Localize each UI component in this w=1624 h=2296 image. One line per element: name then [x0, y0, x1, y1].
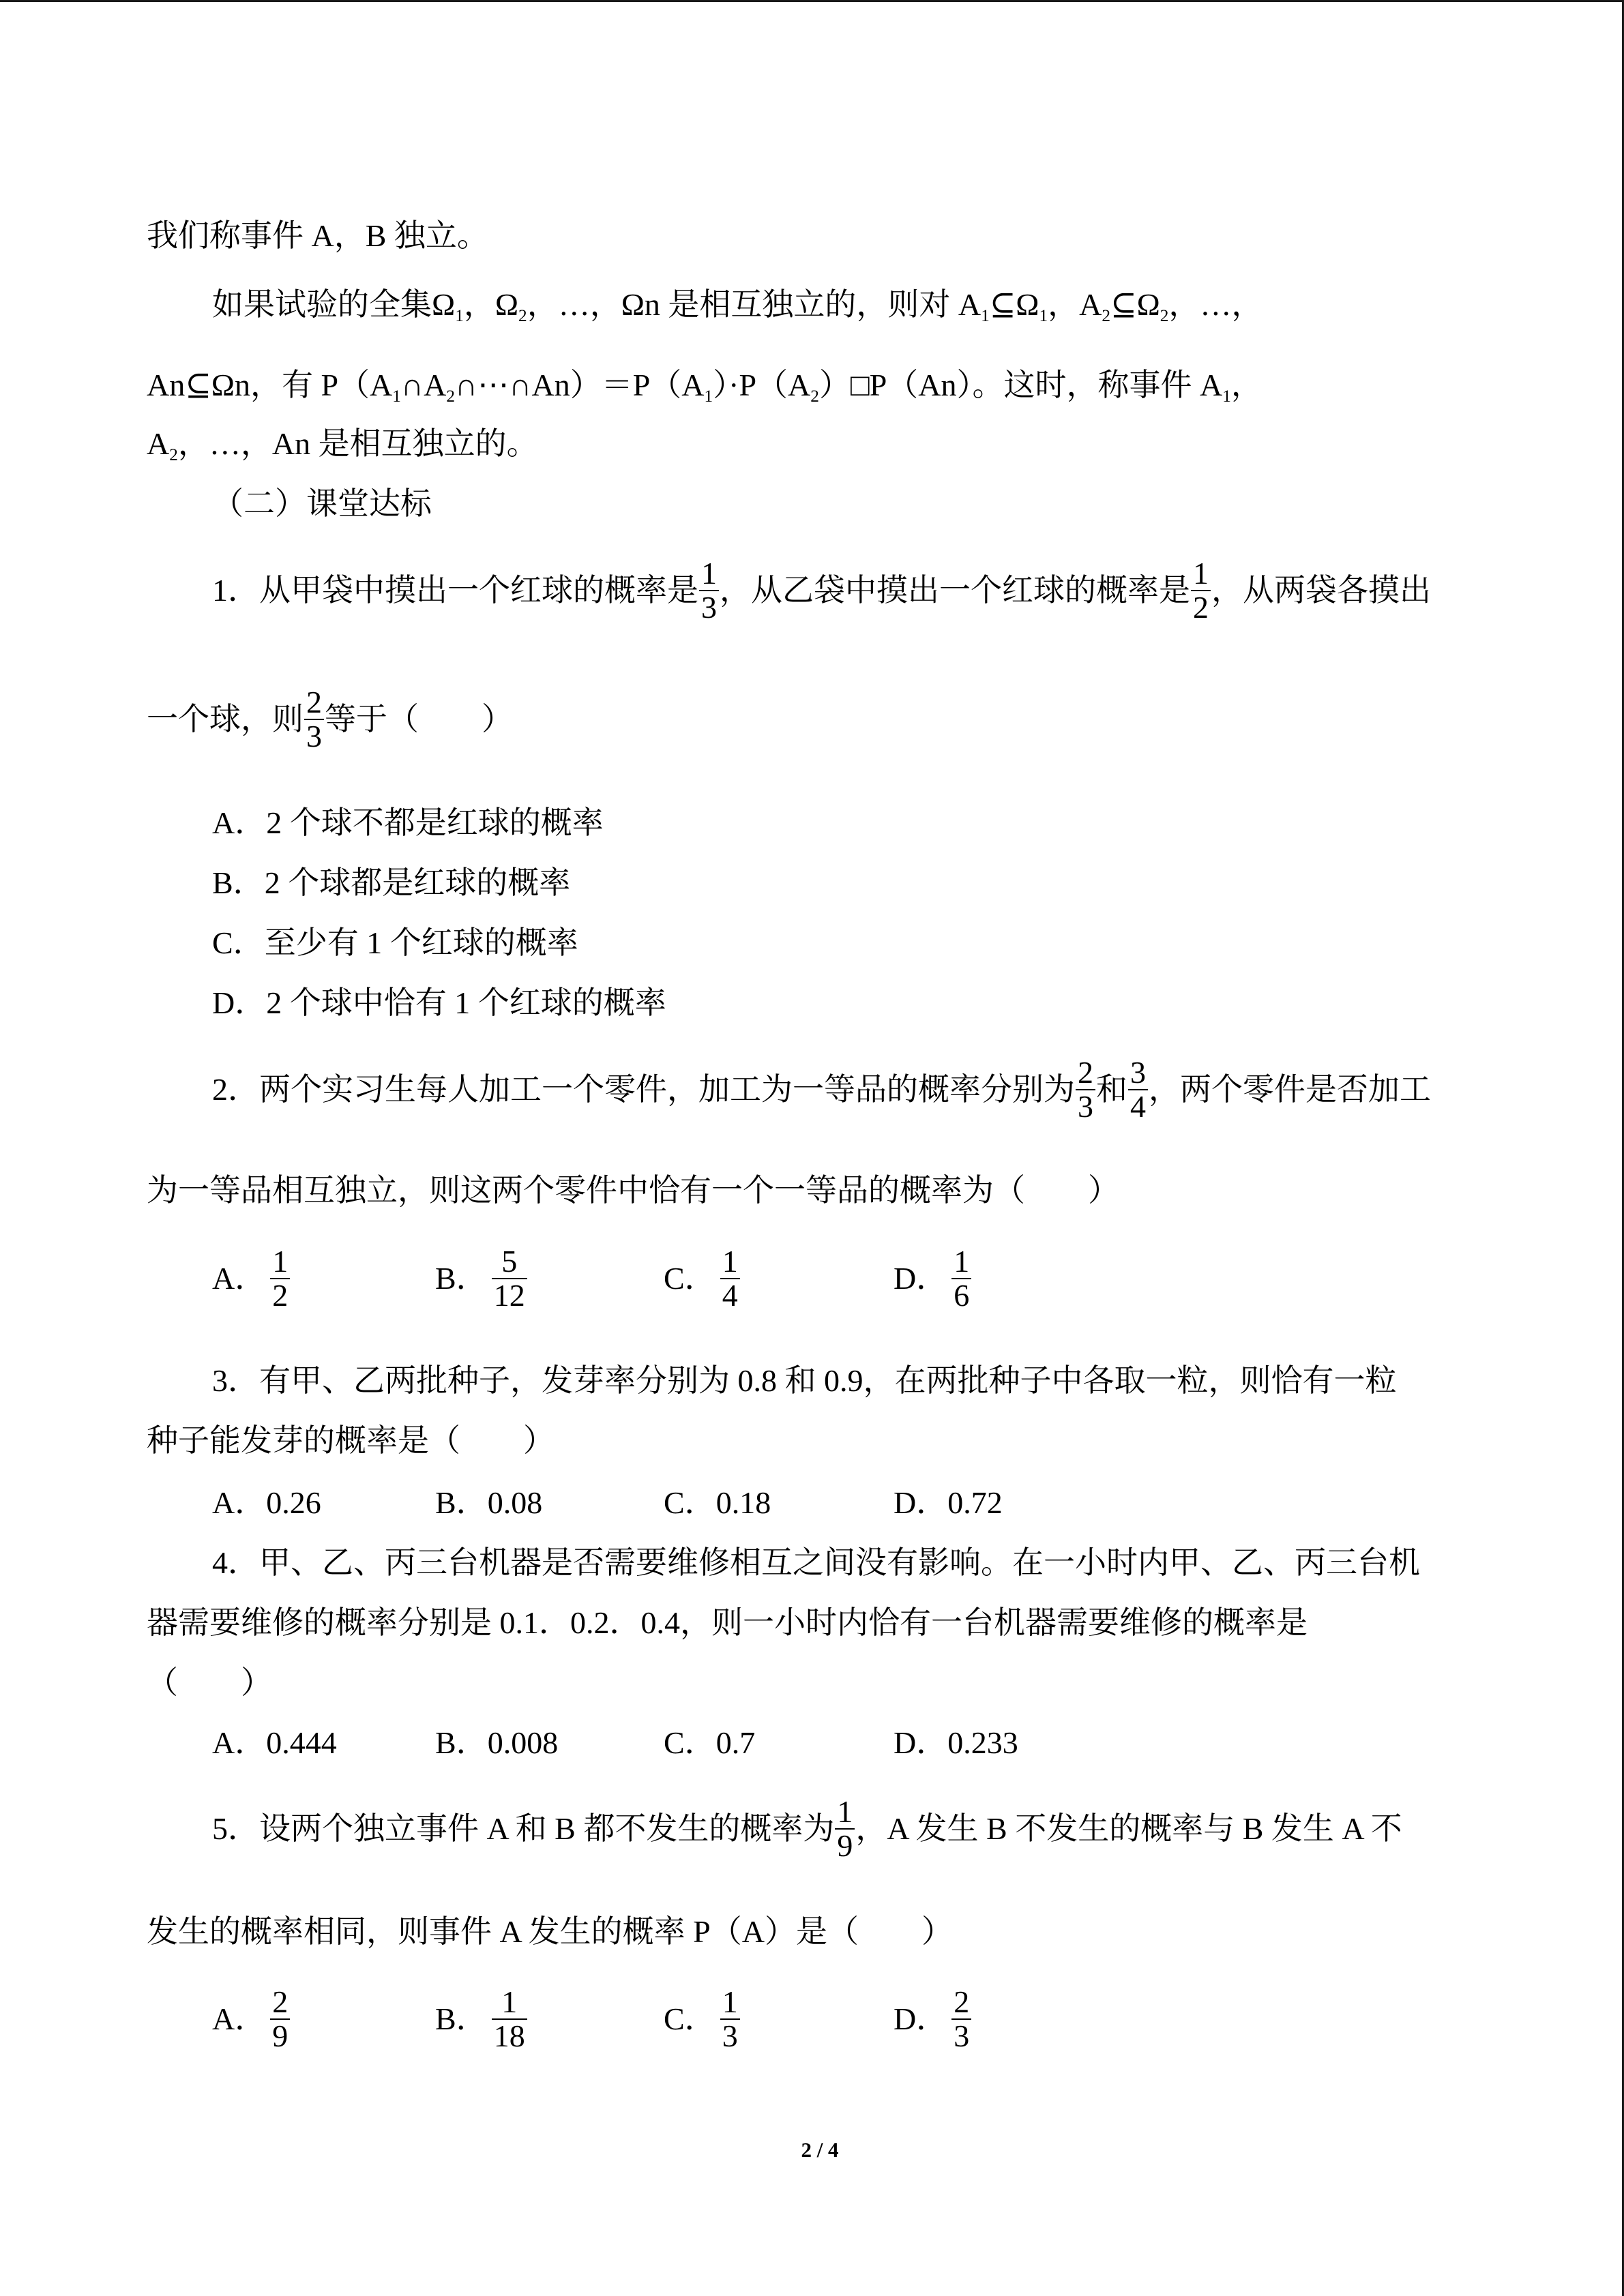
question-number: 4．	[212, 1545, 259, 1580]
question-2-option-c	[664, 1241, 741, 1316]
option-text: 2 个球都是红球的概率	[264, 865, 571, 900]
question-stem-text: 甲、乙、丙三台机器是否需要维修相互之间没有影响。在一小时内甲、乙、丙三台机	[259, 1545, 1420, 1580]
option-value: 0.444	[266, 1725, 337, 1760]
subscript: 2	[1102, 305, 1111, 325]
subscript: 1	[981, 305, 990, 325]
text-run: ，…，An 是相互独立的。	[177, 426, 538, 461]
option-value: 0.008	[487, 1725, 559, 1760]
fraction-denominator: 12	[493, 1278, 525, 1313]
question-5-line-2	[147, 1894, 953, 1969]
question-stem-text: 设两个独立事件 A 和 B 都不发生的概率为	[259, 1811, 835, 1846]
fraction-numerator: 5	[492, 1245, 527, 1279]
fraction-denominator: 9	[272, 2018, 289, 2053]
option-label: D．	[894, 1261, 948, 1296]
question-stem-text: 为一等品相互独立，则这两个零件中恰有一个一等品的概率为（ ）	[147, 1173, 1119, 1208]
fraction-denominator: 2	[1193, 590, 1209, 625]
text-run: 如果试验的全集Ω	[212, 287, 456, 322]
text-run: ，	[1230, 368, 1263, 402]
question-stem-text: 两个实习生每人加工一个零件，加工为一等品的概率分别为	[259, 1072, 1075, 1107]
answer-blank: （ ）	[147, 1665, 272, 1700]
text-run: ）□P（An）。这时，称事件 A	[818, 368, 1223, 402]
fraction-denominator: 6	[954, 1278, 970, 1313]
question-stem-text: 器需要维修的概率分别是 0.1．0.2．0.4，则一小时内恰有一台机器需要维修的概率是	[147, 1605, 1308, 1640]
question-4-option-c	[664, 1705, 755, 1780]
fraction-numerator: 3	[1128, 1056, 1148, 1090]
fraction-denominator: 18	[493, 2018, 525, 2053]
fraction-numerator: 1	[699, 557, 719, 591]
question-number: 3．	[212, 1363, 259, 1398]
option-value: 0.26	[266, 1485, 321, 1520]
question-stem-text: 一个球，则	[147, 702, 304, 736]
fraction	[1076, 1056, 1095, 1123]
option-label: C．	[664, 1261, 716, 1296]
question-2-line-1	[212, 1052, 1431, 1127]
text-run: ）·P（A	[713, 368, 811, 402]
question-number: 1．	[212, 573, 259, 608]
option-label: C．	[664, 2001, 716, 2036]
text-run: ，…，	[1168, 287, 1263, 322]
question-stem-text: 发生的概率相同，则事件 A 发生的概率 P（A）是（ ）	[147, 1914, 953, 1949]
question-2-option-a	[212, 1241, 291, 1316]
fraction	[835, 1795, 855, 1862]
option-label: B．	[212, 865, 265, 900]
fraction-numerator: 2	[951, 1986, 971, 2020]
definition-text: 我们称事件 A，B 独立。	[147, 218, 488, 253]
question-2-option-b	[435, 1241, 528, 1316]
text-run: ∩A	[400, 368, 447, 402]
subscript: 1	[455, 305, 464, 325]
fraction-numerator: 1	[1191, 557, 1211, 591]
question-stem-text: 有甲、乙两批种子，发芽率分别为 0.8 和 0.9，在两批种子中各取一粒，则恰有一粒	[259, 1363, 1397, 1398]
question-1-option-d	[212, 966, 666, 1041]
option-label: D．	[894, 1725, 948, 1760]
question-4-option-d	[894, 1705, 1018, 1780]
option-label: B．	[435, 1485, 488, 1520]
fraction-numerator: 1	[720, 1986, 740, 2020]
question-stem-text: 从甲袋中摸出一个红球的概率是	[259, 573, 698, 608]
option-label: A．	[212, 1485, 267, 1520]
definition-text	[212, 284, 1263, 325]
option-label: A．	[212, 2001, 267, 2036]
option-label: B．	[435, 1725, 488, 1760]
text-run: ⊆Ω	[989, 287, 1039, 322]
question-stem-text: 和	[1096, 1072, 1127, 1107]
page-number: 2 / 4	[801, 2138, 839, 2162]
fraction-denominator: 3	[1078, 1089, 1093, 1124]
question-5-option-a	[212, 1982, 291, 2057]
text-run: ，…，Ωn 是相互独立的，则对 A	[527, 287, 981, 322]
question-number: 5．	[212, 1811, 259, 1846]
question-4-options	[0, 1705, 1624, 1780]
question-number: 2．	[212, 1072, 259, 1107]
option-value: 0.08	[487, 1485, 543, 1520]
question-4-line-2	[147, 1585, 1308, 1660]
fraction	[951, 1986, 971, 2053]
question-5-option-b	[435, 1982, 528, 2057]
question-5-option-d	[894, 1982, 972, 2057]
fraction	[1128, 1056, 1148, 1123]
fraction	[951, 1245, 971, 1312]
option-label: B．	[435, 2001, 488, 2036]
section-heading	[212, 466, 432, 541]
text-run: A	[147, 426, 170, 461]
option-label: C．	[664, 1485, 716, 1520]
question-2-option-d	[894, 1241, 972, 1316]
fraction-denominator: 4	[1130, 1089, 1146, 1124]
question-stem-text: ，两个零件是否加工	[1149, 1072, 1431, 1107]
subscript: 2	[518, 305, 527, 325]
option-label: A．	[212, 1725, 267, 1760]
subscript: 2	[1160, 305, 1169, 325]
option-text: 2 个球中恰有 1 个红球的概率	[266, 985, 666, 1020]
fraction-denominator: 3	[954, 2018, 970, 2053]
option-value: 0.233	[947, 1725, 1018, 1760]
option-label: C．	[664, 1725, 716, 1760]
fraction-numerator: 1	[492, 1986, 527, 2020]
subscript: 2	[169, 445, 178, 464]
question-stem-text: 等于（ ）	[325, 702, 513, 736]
fraction	[720, 1986, 740, 2053]
fraction-denominator: 9	[837, 1828, 853, 1863]
question-stem-text: 种子能发芽的概率是（ ）	[147, 1423, 555, 1458]
question-5-options	[0, 1982, 1624, 2057]
option-text: 2 个球不都是红球的概率	[266, 805, 604, 840]
definition-text	[147, 423, 538, 464]
question-4-option-b	[435, 1705, 558, 1780]
fraction-denominator: 4	[722, 1278, 738, 1313]
question-1-line-1	[212, 553, 1431, 628]
fraction-numerator: 1	[720, 1245, 740, 1279]
fraction	[270, 1245, 290, 1312]
question-4-option-a	[212, 1705, 337, 1780]
fraction-numerator: 2	[270, 1986, 290, 2020]
question-2-options	[0, 1241, 1624, 1316]
text-run: ⊆Ω	[1110, 287, 1160, 322]
fraction-denominator: 3	[701, 590, 717, 625]
option-label: B．	[435, 1261, 488, 1296]
option-value: 0.7	[715, 1725, 756, 1760]
option-label: D．	[212, 985, 267, 1020]
subscript: 1	[1039, 305, 1048, 325]
subscript: 2	[810, 386, 819, 406]
fraction-denominator: 3	[722, 2018, 738, 2053]
fraction	[270, 1986, 290, 2053]
fraction-numerator: 1	[951, 1245, 971, 1279]
question-stem-text: ，从两袋各摸出	[1211, 573, 1431, 608]
definition-line-1	[147, 198, 488, 273]
fraction-denominator: 3	[306, 719, 322, 754]
subscript: 1	[1222, 386, 1231, 406]
option-label: D．	[894, 2001, 948, 2036]
option-label: A．	[212, 1261, 267, 1296]
subscript: 1	[392, 386, 401, 406]
question-stem-text: ，从乙袋中摸出一个红球的概率是	[720, 573, 1190, 608]
fraction-numerator: 2	[304, 686, 324, 720]
fraction	[304, 686, 324, 753]
option-label: D．	[894, 1485, 948, 1520]
text-run: ，A	[1048, 287, 1102, 322]
fraction-denominator: 2	[272, 1278, 289, 1313]
section-heading-text: （二）课堂达标	[212, 486, 432, 521]
option-label: C．	[212, 925, 265, 960]
fraction	[720, 1245, 740, 1312]
fraction	[492, 1245, 527, 1312]
question-5-line-1	[212, 1791, 1402, 1866]
subscript: 2	[446, 386, 456, 406]
text-run: ∩⋯∩An）＝P（A	[455, 368, 705, 402]
fraction	[699, 557, 719, 624]
definition-line-2	[212, 267, 1263, 342]
fraction	[1191, 557, 1211, 624]
option-value: 0.18	[715, 1485, 771, 1520]
fraction-numerator: 1	[270, 1245, 290, 1279]
option-text: 至少有 1 个红球的概率	[264, 925, 578, 960]
text-run: An⊆Ωn，有 P（A	[147, 368, 393, 402]
definition-text	[147, 365, 1263, 406]
question-stem-text: ，A 发生 B 不发生的概率与 B 发生 A 不	[855, 1811, 1402, 1846]
fraction-numerator: 2	[1076, 1056, 1095, 1090]
fraction	[492, 1986, 527, 2053]
question-5-option-c	[664, 1982, 741, 2057]
text-run: ，Ω	[463, 287, 519, 322]
question-1-line-2	[147, 682, 513, 757]
question-2-line-2	[147, 1153, 1119, 1228]
option-label: A．	[212, 805, 267, 840]
subscript: 1	[704, 386, 713, 406]
fraction-numerator: 1	[835, 1795, 855, 1830]
option-value: 0.72	[947, 1485, 1003, 1520]
